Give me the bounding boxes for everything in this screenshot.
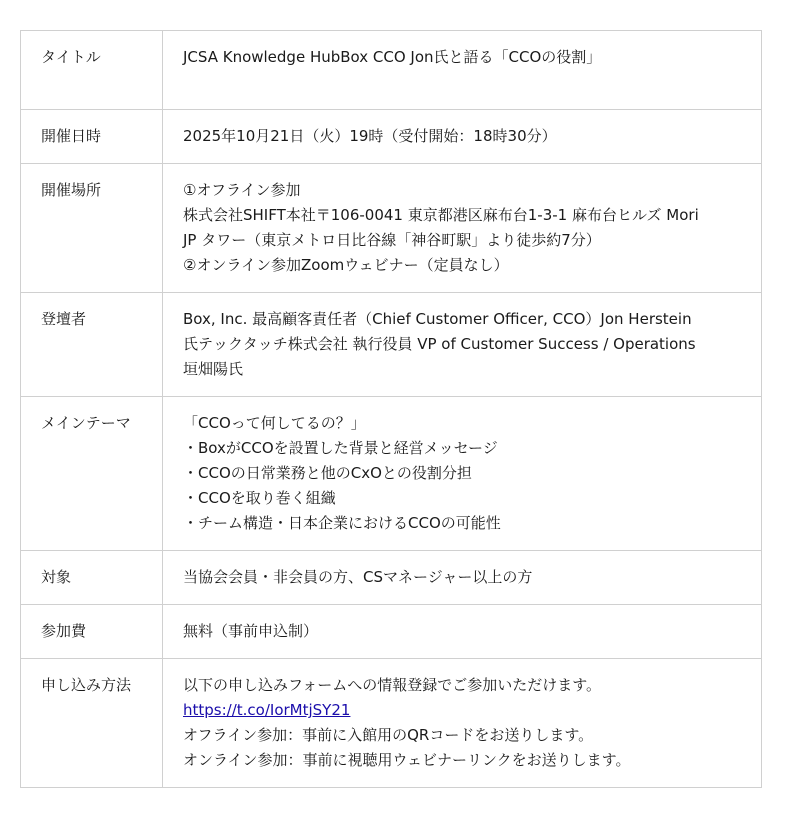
title-text: JCSA Knowledge HubBox CCO Jon氏と語る「CCOの役割」 [183, 48, 602, 66]
speaker-line: 氏テックタッチ株式会社 執行役員 VP of Customer Success / Operations [183, 335, 696, 353]
venue-line: 株式会社SHIFT本社〒106-0041 東京都港区麻布台1-3-1 麻布台ヒルズ Mori [183, 206, 699, 224]
row-theme [21, 397, 762, 551]
venue-line: ①オフライン参加 [183, 181, 301, 199]
audience-text: 当協会会員・非会員の方、CSマネージャー以上の方 [183, 568, 533, 586]
value-audience [163, 551, 762, 605]
label-apply: 申し込み方法 [21, 659, 163, 788]
label-fee: 参加費 [21, 605, 163, 659]
row-datetime [21, 110, 762, 164]
speaker-line: 垣畑陽氏 [183, 360, 244, 378]
value-theme [163, 397, 762, 551]
apply-form-link[interactable]: https://t.co/IorMtjSY21 [183, 701, 351, 719]
value-title [163, 31, 762, 110]
value-speakers [163, 293, 762, 397]
speaker-line: Box, Inc. 最高顧客責任者（Chief Customer Officer, CCO）Jon Herstein [183, 310, 692, 328]
theme-line: ・チーム構造・日本企業におけるCCOの可能性 [183, 514, 501, 532]
value-apply [163, 659, 762, 788]
row-venue [21, 164, 762, 293]
label-title: タイトル [21, 31, 163, 110]
apply-line: 以下の申し込みフォームへの情報登録でご参加いただけます。 [183, 676, 602, 694]
label-datetime: 開催日時 [21, 110, 163, 164]
event-info-table [20, 30, 762, 788]
row-apply [21, 659, 762, 788]
datetime-text: 2025年10月21日（火）19時（受付開始：18時30分） [183, 127, 557, 145]
fee-text: 無料（事前申込制） [183, 622, 319, 640]
label-speakers: 登壇者 [21, 293, 163, 397]
row-audience [21, 551, 762, 605]
apply-line: オフライン参加：事前に入館用のQRコードをお送りします。 [183, 726, 594, 744]
theme-line: ・CCOの日常業務と他のCxOとの役割分担 [183, 464, 472, 482]
label-theme: メインテーマ [21, 397, 163, 551]
theme-line: ・BoxがCCOを設置した背景と経営メッセージ [183, 439, 498, 457]
label-venue: 開催場所 [21, 164, 163, 293]
row-fee [21, 605, 762, 659]
row-title [21, 31, 762, 110]
value-datetime [163, 110, 762, 164]
value-fee [163, 605, 762, 659]
row-speakers [21, 293, 762, 397]
label-audience: 対象 [21, 551, 163, 605]
apply-line: オンライン参加：事前に視聴用ウェビナーリンクをお送りします。 [183, 751, 631, 769]
theme-line: ・CCOを取り巻く組織 [183, 489, 336, 507]
venue-line: JP タワー（東京メトロ日比谷線「神谷町駅」より徒歩約7分） [183, 231, 601, 249]
theme-line: 「CCOって何してるの？」 [183, 414, 366, 432]
venue-line: ②オンライン参加Zoomウェビナー（定員なし） [183, 256, 509, 274]
value-venue [163, 164, 762, 293]
